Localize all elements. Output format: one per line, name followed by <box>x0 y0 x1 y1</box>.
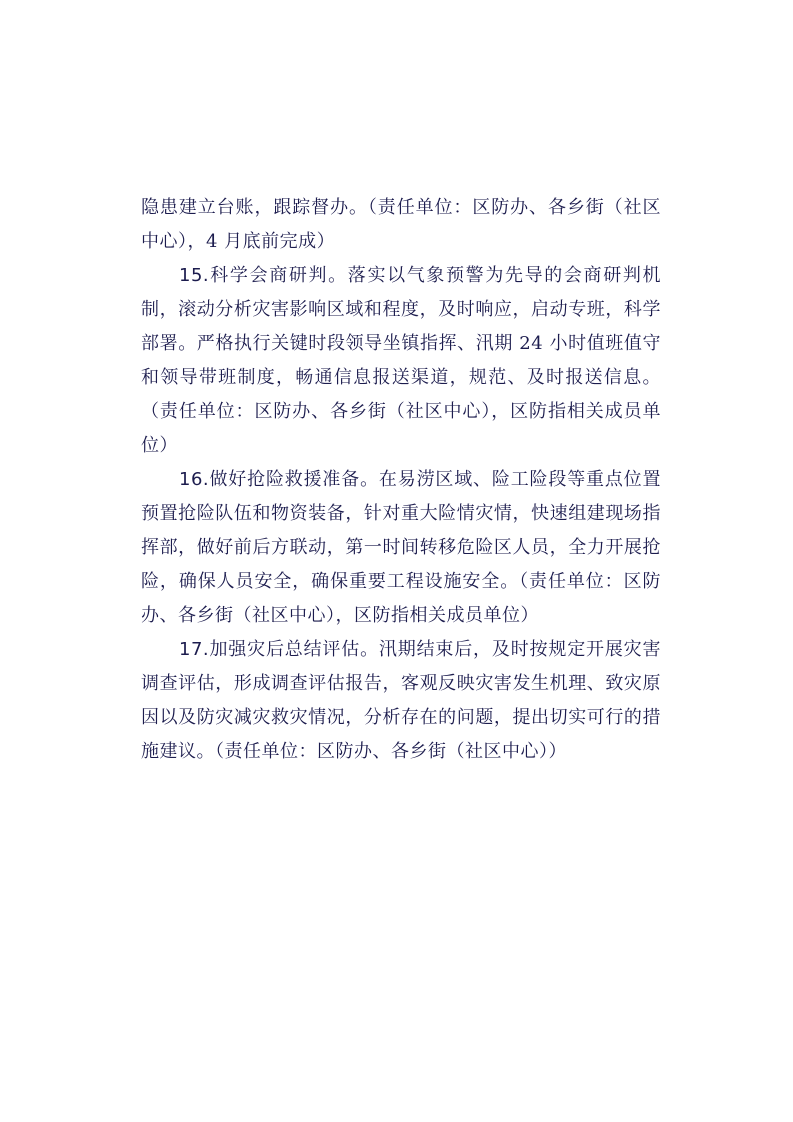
item-number: 16. <box>179 469 210 490</box>
paragraph-item-15 <box>141 259 661 463</box>
paragraph-text: 加强灾后总结评估。汛期结束后，及时按规定开展灾害调查评估，形成调查评估报告，客观反映灾害发生机理、致灾原因以及防灾减灾救灾情况，分析存在的问题，提出切实可行的措施建议。（责任单位：区防办、各乡街（社区中心）） <box>141 639 661 762</box>
paragraph-item-16 <box>141 463 661 633</box>
item-number: 17. <box>179 639 210 660</box>
paragraph-text: 做好抢险救援准备。在易涝区域、险工险段等重点位置预置抢险队伍和物资装备，针对重大险情灾情，快速组建现场指挥部，做好前后方联动，第一时间转移危险区人员，全力开展抢险，确保人员安全，确保重要工程设施安全。（责任单位：区防办、各乡街（社区中心），区防指相关成员单位） <box>141 469 661 626</box>
paragraph-text: 科学会商研判。落实以气象预警为先导的会商研判机制，滚动分析灾害影响区域和程度，及时响应，启动专班，科学部署。严格执行关键时段领导坐镇指挥、汛期 24 小时值班值守和领导带班制度，畅通信息报送渠道，规范、及时报送信息。（责任单位：区防办、各乡街（社区中心），区防指相关成员单位） <box>141 265 661 456</box>
paragraph-text: 隐患建立台账，跟踪督办。（责任单位：区防办、各乡街（社区中心），4 月底前完成） <box>141 197 661 252</box>
paragraph-item-17 <box>141 633 661 769</box>
item-number: 15. <box>179 265 210 286</box>
document-body <box>141 191 661 769</box>
paragraph-continuation <box>141 191 661 259</box>
